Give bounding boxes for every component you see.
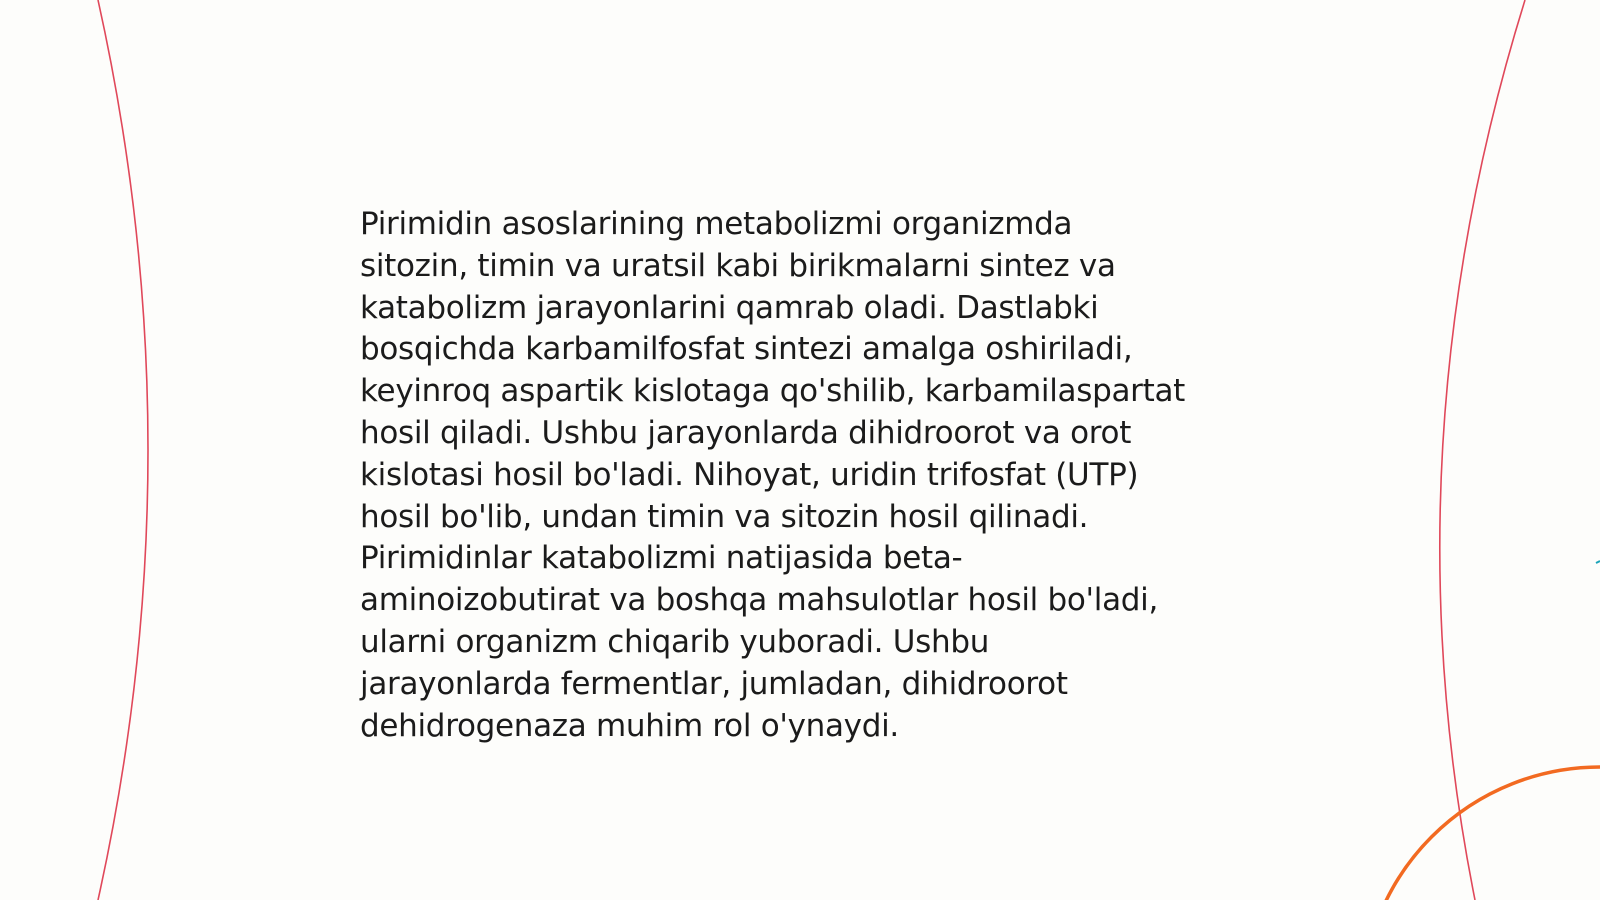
slide-body-text: Pirimidin asoslarining metabolizmi organizmda sitozin, timin va uratsil kabi birikmalarni sintez va katabolizm jarayonlarini qamrab oladi. Dastlabki bosqichda karbamilfosfat sintezi amalga oshiriladi, keyinroq aspartik kislotaga qo'shilib, karbamilaspartat hosil qiladi. Ushbu jarayonlarda dihidroorot va orot kislotasi hosil bo'ladi. Nihoyat, uridin trifosfat (UTP) hosil bo'lib, undan timin va sitozin hosil qilinadi. Pirimidinlar katabolizmi natijasida beta- aminoizobutirat va boshqa mahsulotlar hosil bo'ladi, ularni organizm chiqarib yuboradi. Ushbu jarayonlarda fermentlar, jumladan, dihidroorot dehidrogenaza muhim rol o'ynaydi.: [360, 206, 1186, 744]
left-red-curve: [98, 0, 148, 900]
orange-circle-arc: [1362, 767, 1600, 900]
right-red-curve: [1440, 0, 1525, 900]
teal-accent-mark: [1596, 561, 1600, 563]
